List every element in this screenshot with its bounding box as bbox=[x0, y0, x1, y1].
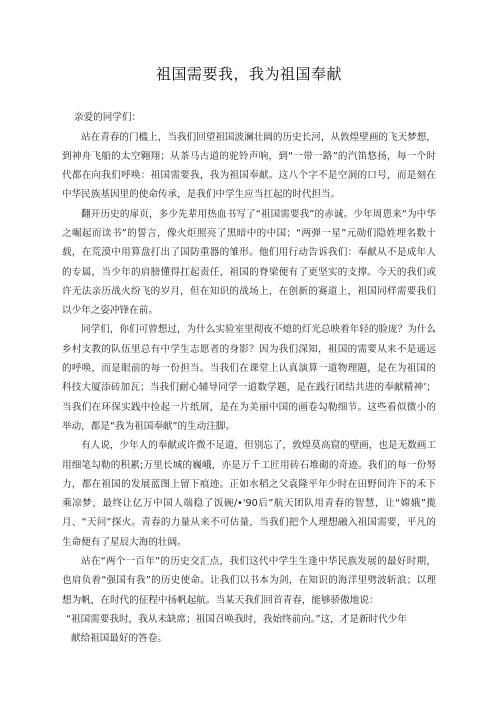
closing-quote bbox=[62, 610, 436, 649]
document-title: 祖国需要我，我为祖国奉献 bbox=[155, 65, 342, 83]
paragraph-5: 站在“两个一百年”的历史交汇点，我们这代中学生生逢中华民族发展的最好时期，也肩负着“强国有我”的历史使命。让我们以书本为剑，在知识的海洋里劈波斩浪；以理想为帆，在时代的征程中扬帆起航。当某天我们回首青春，能够骄傲地说： bbox=[62, 556, 436, 606]
closing-line-2: 献给祖国最好的答卷。 bbox=[71, 633, 167, 645]
paragraph-3: 同学们，你们可曾想过，为什么实验室里彻夜不熄的灯光总映着年轻的脸庞？为什么乡村支教的队伍里总有中学生志愿者的身影？因为我们深知，祖国的需要从来不是遥远的呼唤，而是眼前的每一份担当。当我们在课堂上认真演算一道物理题，是在为祖国的科技大厦添砖加瓦；当我们耐心辅导同学一道数学题，是在践行团结共进的奉献精神’；当我们在环保实践中捡起一片纸屑，是在为美丽中国的画卷勾勒细节。这些看似微小的举动，都是“我为祖国奉献”的生动注脚。 bbox=[62, 324, 436, 432]
paragraph-1: 站在青春的门槛上，当我们回望祖国波澜壮阔的历史长河，从敦煌壁画的飞天梦想，到神舟飞船的太空翱翔；从茶马古道的驼铃声响，到“一带一路”的汽笛悠扬，每一个时代都在向我们呼唤：祖国需要我，我为祖国奉献。这八个字不是空洞的口号，而是刻在中华民族基因里的使命传承，是我们中学生应当扛起的时代担当。 bbox=[62, 131, 436, 201]
closing-line-1: “祖国需要我时，我从未缺席；祖国召唤我时，我始终前向。”这，才是新时代少年 bbox=[66, 613, 407, 625]
salutation: 亲爱的同学们： bbox=[74, 112, 142, 123]
paragraph-4: 有人说，少年人的奉献或许微不足道，但别忘了，敦煌莫高窟的壁画，也是无数画工用细笔勾勒的积累;万里长城的巍峨，亦是万千工匠用砖石堆砌的奇迹。我们的每一份努力，都在祖国的发展蓝图上留下痕迹。正如水稻之父袁隆平年少时在田野间许下的禾下乘凉梦，最终让亿万中国人端稳了饭碗/•'90后”航天团队用青春的智慧，让“嫦娥”揽月、“天问”探火。青春的力量从来不可估量，当我们把个人理想融入祖国需要，平凡的生命便有了星辰大海的壮阔。 bbox=[62, 440, 436, 548]
paragraph-2: 翻开历史的扉页，多少先辈用热血书写了“祖国需要我”的赤诚。少年周恩来“为中华之崛起而读书”的誓言，像火炬照亮了黑暗中的中国；“两弹一星”元勋们隐姓埋名数十载，在荒漠中用算盘打出了国防重器的雏形。他们用行动告诉我们：奉献从不是成年人的专属，当少年的肩膀懂得扛起责任，祖国的脊梁便有了更坚实的支撑。今天的我们或许无法亲历战火纷飞的岁月，但在知识的战场上，在创新的赛道上，祖国同样需要我们以少年之姿冲锋在前。 bbox=[62, 208, 436, 317]
